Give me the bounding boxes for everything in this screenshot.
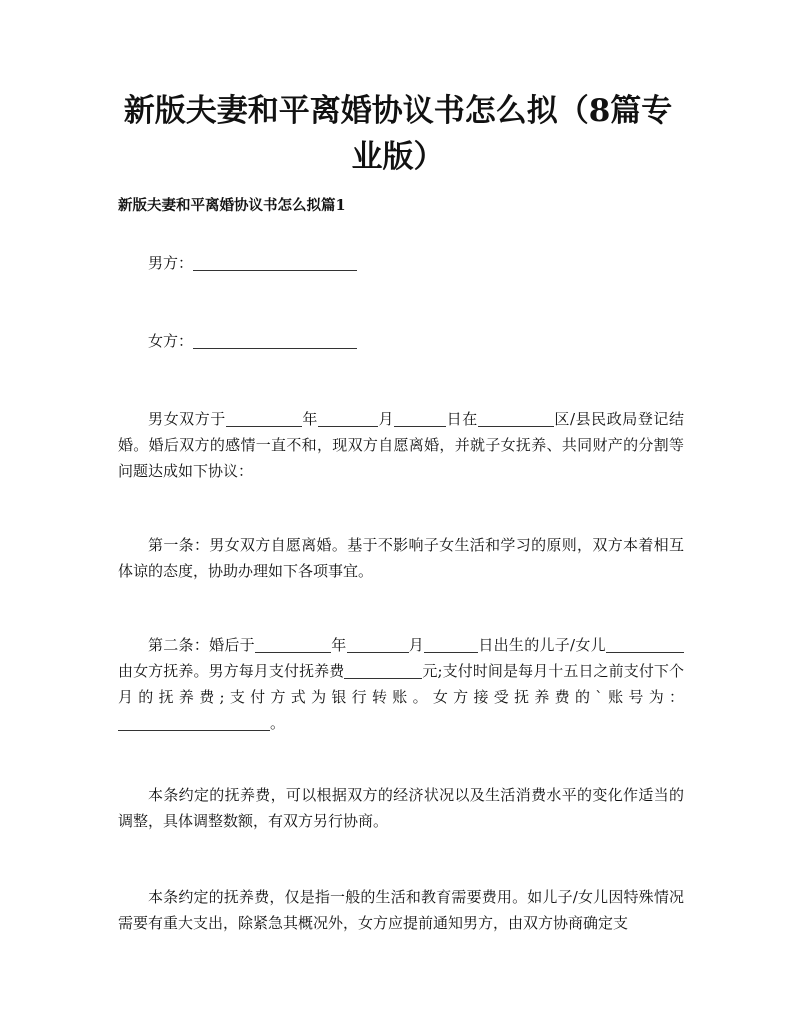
text-segment: 男女双方于 — [148, 410, 226, 428]
text-segment: 第二条：婚后于 — [148, 636, 255, 654]
male-party-line — [118, 250, 684, 276]
month-blank — [318, 410, 378, 427]
text-segment: 月 — [377, 410, 395, 428]
female-label: 女方： — [148, 332, 194, 350]
article-one-paragraph: 第一条：男女双方自愿离婚。基于不影响子女生活和学习的原则，双方本着相互体谅的态度，协助办理如下各项事宜。 — [118, 536, 684, 580]
female-name-blank — [193, 332, 357, 349]
article-two-paragraph — [118, 632, 684, 736]
day-blank — [394, 410, 446, 427]
document-title: 新版夫妻和平离婚协议书怎么拟（8篇专业版） — [123, 93, 673, 175]
text-segment: 年 — [330, 636, 347, 654]
text-segment: 日出生的儿子/女儿 — [478, 636, 606, 654]
birth-year-blank — [255, 636, 331, 653]
section-heading: 新版夫妻和平离婚协议书怎么拟篇1 — [118, 197, 346, 214]
amount-blank — [344, 662, 422, 679]
text-segment: 由女方抚养。男方每月支付抚养费 — [118, 662, 345, 680]
marriage-statement-paragraph — [118, 406, 684, 484]
support-adjustment-paragraph: 本条约定的抚养费，可以根据双方的经济状况以及生活消费水平的变化作适当的调整，具体调整数额，有双方另行协商。 — [118, 786, 684, 830]
text-segment: 元;支付时间是每月十五日之前支付下个月的抚养费;支付方式为银行转账。女方接受抚养费的`账号为： — [118, 662, 684, 706]
text-segment: 日在 — [446, 410, 478, 428]
text-segment: 月 — [408, 636, 425, 654]
child-name-blank — [606, 636, 684, 653]
male-label: 男方： — [148, 254, 194, 272]
male-name-blank — [193, 254, 357, 271]
text-segment: 区/县民政局登记结婚。婚后双方的感情一直不和，现双方自愿离婚，并就子女抚养、共同财产的分割等问题达成如下协议： — [118, 410, 684, 480]
text-segment: 。 — [270, 714, 286, 732]
year-blank — [226, 410, 302, 427]
birth-month-blank — [347, 636, 409, 653]
text-segment: 年 — [301, 410, 318, 428]
account-number-blank — [118, 714, 270, 731]
support-scope-paragraph: 本条约定的抚养费，仅是指一般的生活和教育需要费用。如儿子/女儿因特殊情况需要有重大支出，除紧急其概况外，女方应提前通知男方，由双方协商确定支 — [118, 888, 684, 932]
district-blank — [478, 410, 554, 427]
female-party-line — [118, 328, 684, 354]
birth-day-blank — [424, 636, 478, 653]
